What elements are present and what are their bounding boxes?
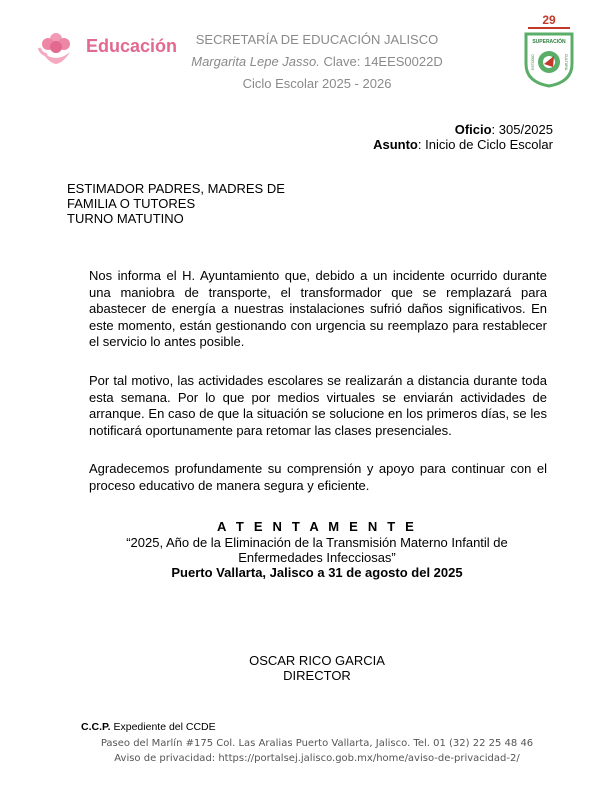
school-cycle: Ciclo Escolar 2025 - 2026 xyxy=(242,76,392,91)
oficio-label: Oficio xyxy=(454,122,492,137)
school-name-line xyxy=(150,54,484,69)
seal-word-superacion: SUPERACIÓN xyxy=(532,39,566,45)
ccp-line xyxy=(81,721,216,733)
oficio-line xyxy=(455,122,553,137)
atentamente: A T E N T A M E N T E xyxy=(216,519,418,534)
school-name: Margarita Lepe Jasso. xyxy=(191,54,320,69)
signatory-title: DIRECTOR xyxy=(283,668,351,683)
seal-word-estudio: ESTUDIO xyxy=(531,54,535,70)
year-motto xyxy=(100,535,534,565)
asunto-value: : Inicio de Ciclo Escolar xyxy=(417,137,553,152)
secretaria-title: SECRETARÍA DE EDUCACIÓN JALISCO xyxy=(195,32,439,47)
asunto-line xyxy=(373,137,553,152)
seal-word-cultura: CULTURA xyxy=(564,53,568,71)
school-seal-logo xyxy=(520,12,578,88)
seal-number: 29 xyxy=(542,13,556,27)
body-paragraph-3: Agradecemos profundamente su comprensión y apoyo para continuar con el proceso educativo de manera segura y eficiente. xyxy=(89,461,547,493)
school-clave: Clave: 14EES0022D xyxy=(323,54,443,69)
footer-privacy-notice: Aviso de privacidad: https://portalsej.jalisco.gob.mx/home/aviso-de-privacidad-2/ xyxy=(114,753,520,764)
ccp-value: Expediente del CCDE xyxy=(113,721,216,733)
place-date: Puerto Vallarta, Jalisco a 31 de agosto del 2025 xyxy=(171,565,463,580)
logo-text: Educación xyxy=(86,36,178,56)
ccp-label: C.C.P. xyxy=(81,721,111,733)
body-paragraph-1: Nos informa el H. Ayuntamiento que, debido a un incidente ocurrido durante una maniobra de transporte, el transformador que se remplazará para abastecer de energía a nuestras instalaciones sufrió daños significativos. En este momento, están gestionando con urgencia su reemplazo para restablecer el servicio lo antes posible. xyxy=(89,268,547,349)
recipient-line-2: FAMILIA O TUTORES xyxy=(67,196,196,211)
educacion-flower-logo-icon xyxy=(37,30,75,66)
oficio-value: : 305/2025 xyxy=(491,122,553,137)
asunto-label: Asunto xyxy=(373,137,418,152)
footer-address: Paseo del Marlín #175 Col. Las Aralias Puerto Vallarta, Jalisco. Tel. 01 (32) 22 25 48 46 xyxy=(100,738,534,749)
body-paragraph-2: Por tal motivo, las actividades escolares se realizarán a distancia durante toda esta semana. Por lo que por medios virtuales se enviarán actividades de arranque. En caso de que la situación se solucione en los primeros días, se les notificará oportunamente para retomar las clases presenciales. xyxy=(89,373,547,438)
year-motto-line-2: Enfermedades Infecciosas” xyxy=(238,550,396,565)
signatory-name: OSCAR RICO GARCIA xyxy=(249,653,385,668)
recipient-line-1: ESTIMADOR PADRES, MADRES DE xyxy=(67,181,285,196)
year-motto-line-1: “2025, Año de la Eliminación de la Transmisión Materno Infantil de xyxy=(126,535,508,550)
recipient-line-3: TURNO MATUTINO xyxy=(67,211,184,226)
